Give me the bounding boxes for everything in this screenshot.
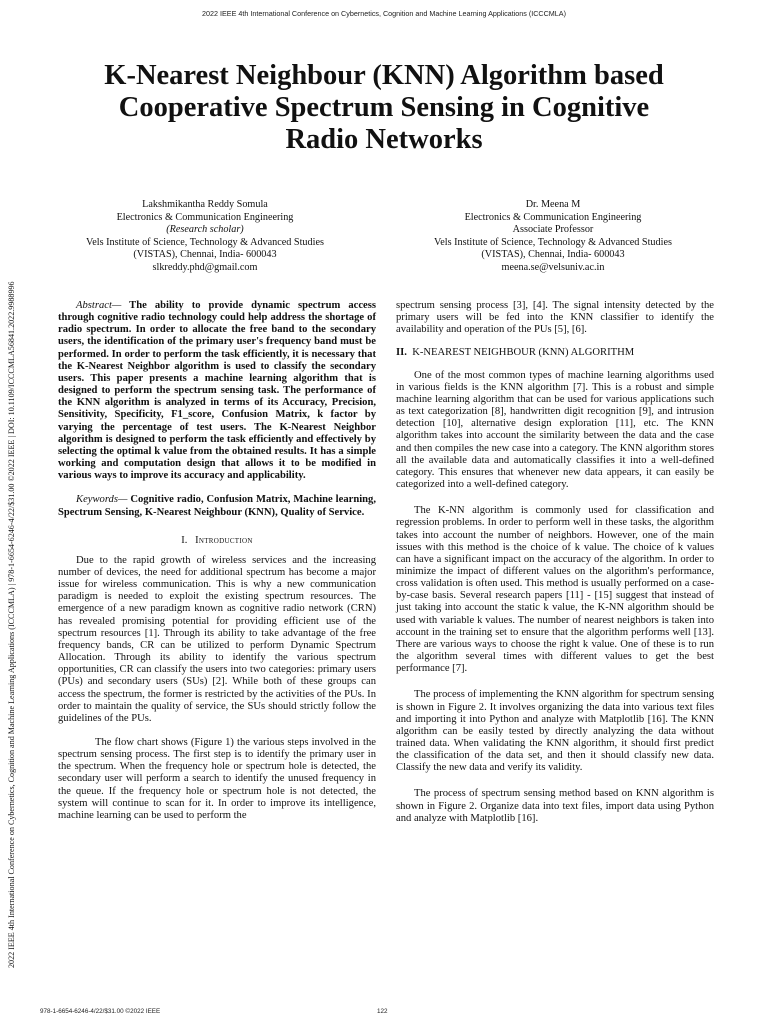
title-line-2: Cooperative Spectrum Sensing in Cognitive: [118, 92, 650, 123]
author-institute: Vels Institute of Science, Technology & Advanced Studies: [86, 236, 324, 248]
right-column: [396, 300, 714, 825]
intro-paragraph-2: The flow chart shows (Figure 1) the various steps involved in the spectrum sensing process. The first step is to identify the primary user in the spectrum. When the frequency hole or spectrum hole is detected, the secondary user will perform a search to identify the unused frequency in the queue. If the frequency hole or spectrum hole is not detected, the system will continue to scan for it. In order to improve its intelligence, machine learning can be used to perform the: [58, 737, 376, 821]
intro-paragraph-1: Due to the rapid growth of wireless services and the increasing number of devices, the need for additional spectrum has become a major issue for wireless communication. This is why a new communication paradigm is needed to exploit the existing spectrum resources. The emergence of a new paradigm known as cognitive radio network (CRN) has revealed promising potential for providing efficient use of the spectrum resources [1]. Through its ability to take advantage of the free frequency bands, CR can be utilized to perform Dynamic Spectrum Allocation. Through its ability to identify the various spectrum opportunities, CR can classify the users into two categories: primary users (PUs) and secondary users (SUs) [2]. While both of these groups can access the spectrum, the former is restricted by the activities of the PUs. In order to maintain the quality of service, the SUs should strictly follow the guidelines of the PUs.: [58, 554, 376, 724]
author-location: (VISTAS), Chennai, India- 600043: [133, 249, 277, 261]
author-email[interactable]: slkreddy.phd@gmail.com: [152, 261, 258, 273]
section-1-number: I.: [181, 534, 188, 546]
keywords-label: Keywords—: [76, 494, 128, 506]
section-2-number: II.: [396, 347, 407, 359]
left-column: [58, 300, 376, 822]
knn-paragraph-2: The K-NN algorithm is commonly used for classification and regression problems. In order to perform well in these tasks, the algorithm takes into account the number of neighbors. However, one of the main issues with this method is the choice of k value. The choice of k values can have a significant impact on the accuracy of the algorithm. In order to minimize the impact of different values on the algorithm's performance, cross validation is often used. This method is usually performed on a case-by-case basis. Several research papers [11] - [15] suggest that instead of just taking into account the static k value, the K-NN algorithm should be used with variable k values. The number of nearest neighbors is taken into account in the training set to ensure that the algorithm performs well [13]. There are various ways to choose the right k value. One of these is to run the algorithm several times with different values to get the best performance [7].: [396, 505, 714, 675]
author-name: Lakshmikantha Reddy Somula: [142, 199, 268, 210]
footer-isbn: 978-1-6654-6246-4/22/$31.00 ©2022 IEEE: [40, 1008, 161, 1015]
abstract: [58, 300, 376, 482]
author-department: Electronics & Communication Engineering: [116, 211, 294, 223]
author-role: Associate Professor: [512, 224, 594, 236]
paper-title: [40, 60, 728, 156]
intro-paragraph-2-continued: spectrum sensing process [3], [4]. The signal intensity detected by the primary users will be fed into the KNN classifier to identify the availability and operation of the PUs [5], [6].: [396, 300, 714, 336]
section-1-heading: [58, 535, 376, 547]
author-email[interactable]: meena.se@velsuniv.ac.in: [501, 261, 605, 273]
page-number: 122: [377, 1008, 388, 1015]
author-department: Electronics & Communication Engineering: [464, 211, 642, 223]
section-2-heading: [396, 347, 714, 359]
doi-side-text: 2022 IEEE 4th International Conference on Cybernetics, Cognition and Machine Learning Applications (ICCCMLA) | 978-1-6654-6246-4/22/$31.00 ©2022 IEEE | DOI: 10.1109/ICCCMLA56841.2022.9988996: [7, 281, 16, 968]
author-name: Dr. Meena M: [525, 199, 581, 210]
section-1-title: Introduction: [195, 534, 253, 546]
author-block-2: [388, 199, 718, 275]
knn-paragraph-3: The process of implementing the KNN algorithm for spectrum sensing is shown in Figure 2. It involves organizing the data into various text files and importing it into Python and analyze with Matplotlib [16]. The KNN algorithm can be easily tested by directly analyzing the data without trained data. When validating the KNN algorithm, it should first predict the classification of the data set, and then it should classify new data. Classify the new data and verify its validity.: [396, 689, 714, 774]
abstract-label: Abstract—: [76, 300, 122, 311]
knn-paragraph-4: The process of spectrum sensing method based on KNN algorithm is shown in Figure 2. Organize data into text files, import data using Python and analyze with Matplotlib [16].: [396, 788, 714, 824]
author-institute: Vels Institute of Science, Technology & Advanced Studies: [434, 236, 672, 248]
keywords-text: Cognitive radio, Confusion Matrix, Machine learning, Spectrum Sensing, K-Nearest Neighbour (KNN), Quality of Service.: [58, 494, 376, 518]
section-2-title: K-NEAREST NEIGHBOUR (KNN) ALGORITHM: [412, 347, 635, 359]
abstract-text: The ability to provide dynamic spectrum access through cognitive radio technology could help address the shortage of radio spectrum. In order to allocate the free band to the secondary users, the identification of the primary user's frequency band must be performed. In order to perform the task efficiently, it is necessary that the K-Nearest Neighbor algorithm is used to classify the secondary users. This paper presents a machine learning algorithm that is designed to perform the spectrum sensing task. The performance of the KNN algorithm is analyzed in terms of its Accuracy, Precision, Sensitivity, Specificity, F1_score, Confusion Matrix, k factor by varying the percentage of test users. The K-Nearest Neighbor algorithm is designed to perform the task efficiently and effectively by selecting the optimal k value from the obtained results. It has a simple working and computation design that allows it to be modified in various ways to improve its accuracy and applicability.: [58, 300, 376, 482]
keywords: [58, 494, 376, 518]
title-line-3: Radio Networks: [285, 124, 483, 155]
author-block-1: [40, 199, 370, 275]
title-line-1: K-Nearest Neighbour (KNN) Algorithm based: [104, 60, 664, 91]
knn-paragraph-1: One of the most common types of machine learning algorithms used in various fields is the KNN algorithm [7]. This is a robust and simple machine learning algorithm that can be used for various applications such as text categorization [8], handwritten digit recognition [9], and intrusion detection [10], alternative design exploration [11], etc. The KNN algorithm takes into account the similarity between the data and the case and then compiles the new case into a category. The KNN algorithm stores all the available data and automatically classifies it into a well-defined category. This ensures that whenever new data appears, it can easily be categorized into a well-defined category.: [396, 369, 714, 491]
author-location: (VISTAS), Chennai, India- 600043: [481, 249, 625, 261]
author-role: (Research scholar): [166, 224, 244, 236]
conference-header: 2022 IEEE 4th International Conference on Cybernetics, Cognition and Machine Learning Applications (ICCCMLA): [202, 9, 566, 18]
